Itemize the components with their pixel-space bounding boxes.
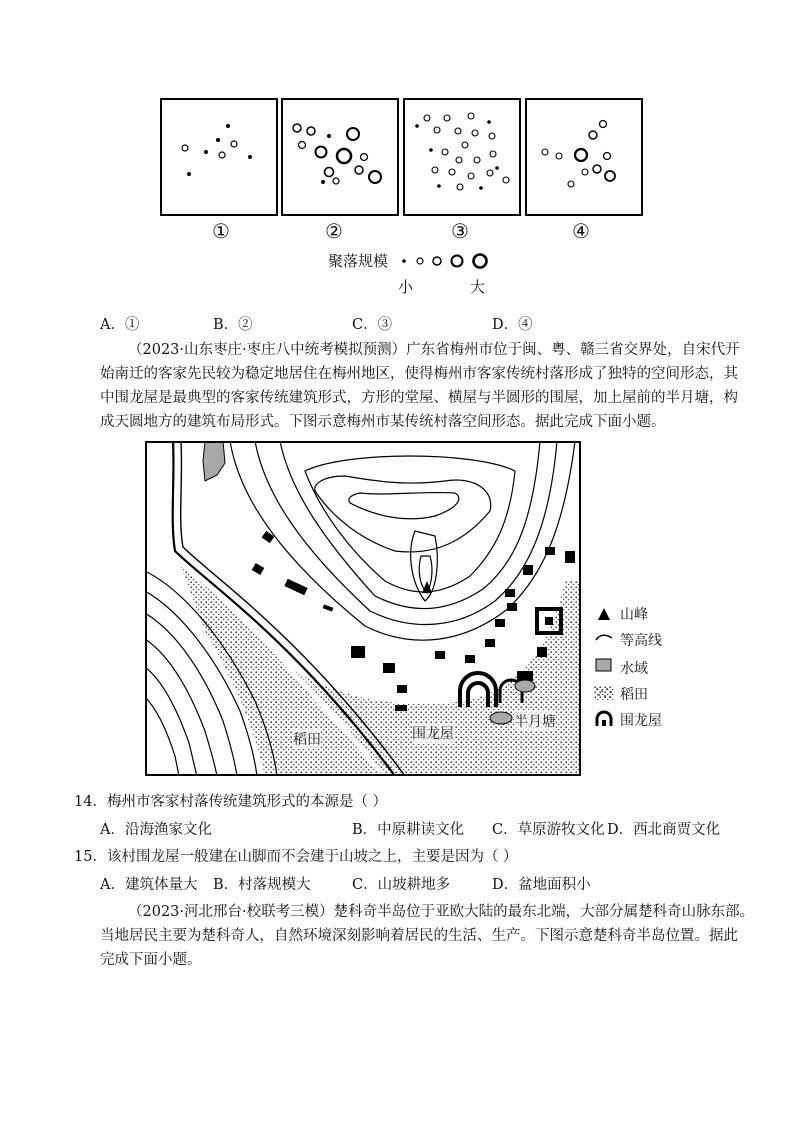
size-legend-small: 小 [398,278,414,296]
intro1-line-4: 成天圆地方的建筑布局形式。下图示意梅州市某传统村落空间形态。据此完成下面小题。 [100,414,666,430]
panel-3-dots [405,100,519,214]
intro-paragraph-meizhou [100,338,740,434]
q14-option-d[interactable]: D．西北商贾文化 [607,822,721,838]
map-legend [592,602,702,730]
legend-row-paddy [592,678,702,704]
settlement-panel-3 [403,98,521,216]
size-legend-large: 大 [470,278,486,296]
half-moon-pond [490,712,512,724]
peak-icon [596,606,612,622]
panel-4-dots [527,100,641,214]
panel-label-3: ③ [451,219,469,243]
legend-label-water: 水域 [620,661,648,677]
contour-icon [594,630,614,646]
intro2-line-3: 完成下面小题。 [100,952,202,968]
map-label-pond: 半月塘 [514,711,556,731]
q14-option-a[interactable]: A．沿海渔家文化 [100,822,212,838]
intro-paragraph-chukotka [100,900,755,972]
legend-label-contour: 等高线 [620,633,662,649]
intro2-line-2: 当地居民主要为楚科奇人，自然环境深刻影响着居民的生活、生产。下图示意楚科奇半岛位置。据此 [100,928,738,944]
q14-option-b[interactable]: B．中原耕读文化 [352,822,465,838]
mountain-contours [230,441,575,640]
q15-option-c[interactable]: C．山坡耕地多 [352,877,451,893]
q13-option-d[interactable]: D．④ [492,317,533,333]
legend-row-peak [592,602,702,626]
size-legend-symbols [398,250,498,272]
map-label-paddy: 稻田 [293,729,321,749]
q13-option-c[interactable]: C．③ [352,317,393,333]
water-body [203,441,225,481]
q14-stem: 14．梅州市客家村落传统建筑形式的本源是（ ） [74,794,388,810]
intro1-line-3: 中围龙屋是最典型的客家传统建筑形式，方形的堂屋、横屋与半圆形的围屋，加上屋前的半月塘，构 [100,390,738,406]
intro1-line-1: （2023·山东枣庄·枣庄八中统考模拟预测）广东省梅州市位于闽、粤、赣三省交界处，自宋代开 [128,342,740,358]
q13-option-a[interactable]: A．① [100,317,140,333]
legend-label-paddy: 稻田 [620,687,648,703]
q13-option-b[interactable]: B．② [213,317,253,333]
size-legend-title: 聚落规模 [328,252,389,270]
legend-label-peak: 山峰 [620,607,648,623]
half-moon-pond-2 [515,680,535,692]
intro1-line-2: 始南迁的客家先民较为稳定地居住在梅州地区，使得梅州市客家传统村落形成了独特的空间形态，其 [100,366,738,382]
panel-label-2: ② [325,219,343,243]
settlement-panel-2 [281,98,399,216]
paddy-icon [594,686,614,700]
panel-label-4: ④ [572,219,590,243]
legend-row-weilong [592,704,702,730]
panel-1-dots [162,100,276,214]
q15-option-a[interactable]: A．建筑体量大 [100,877,198,893]
settlement-panel-1 [160,98,278,216]
intro2-line-1: （2023·河北邢台·校联考三模）楚科奇半岛位于亚欧大陆的最东北端，大部分属楚科奇山脉东部。 [128,904,755,920]
panel-label-1: ① [212,219,230,243]
legend-row-water [592,652,702,678]
q15-option-d[interactable]: D．盆地面积小 [492,877,591,893]
paddy-field-left [181,567,385,776]
settlement-panel-4 [525,98,643,216]
map-label-weilong: 围龙屋 [412,723,454,743]
water-icon [595,658,613,674]
q14-option-c[interactable]: C．草原游牧文化 [492,822,605,838]
weilong-house-icon [594,710,614,728]
q15-stem: 15．该村围龙屋一般建在山脚而不会建于山坡之上，主要是因为（ ） [74,849,518,865]
legend-row-contour [592,626,702,652]
legend-label-weilong: 围龙屋 [620,713,662,729]
panel-2-dots [283,100,397,214]
q15-option-b[interactable]: B．村落规模大 [213,877,311,893]
